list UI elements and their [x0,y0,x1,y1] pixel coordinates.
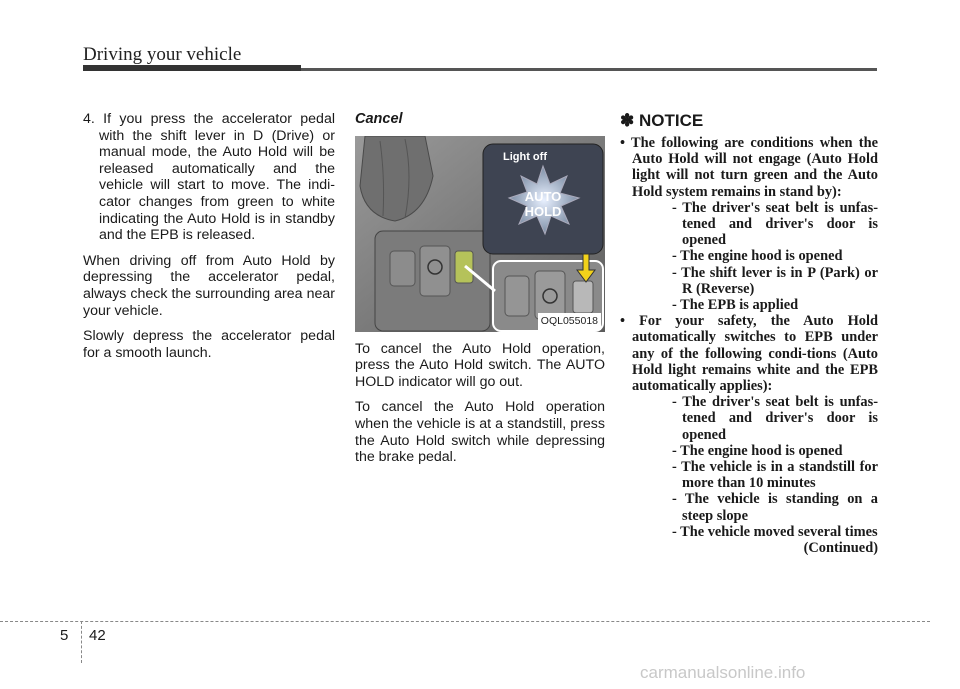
continued-label: (Continued) [803,540,878,557]
notice-title: ✽ NOTICE [620,111,704,130]
notice-bullet-2: • For your safety, the Auto Hold automatically switches to EPB under any of the following condi-tions (Auto Hold light remains white and the EPB automatically applies): [620,313,878,395]
page-header-title: Driving your vehicle [83,44,242,65]
list-item: - The vehicle is standing on a steep slope [672,491,878,524]
figure-code: OQL055018 [538,313,601,330]
list-item: - The EPB is applied [672,297,799,314]
list-item: - The engine hood is opened [672,442,843,459]
column-1 [83,111,335,370]
footer-rule [0,621,930,622]
indicator-text-hold: HOLD [524,203,562,219]
page-number: 42 [89,627,106,644]
section-subtitle-cancel: Cancel [355,111,403,127]
footer-divider [81,621,82,663]
indicator-text-auto: AUTO [524,188,562,204]
list-item: - The engine hood is opened [672,248,843,265]
list-item: - The vehicle moved several times [672,523,878,540]
notice-list-2 [620,394,878,540]
column-2 [355,111,605,475]
list-item: - The driver's seat belt is unfas-tened and driver's door is opened [672,199,878,249]
notice-column [620,111,878,556]
auto-hold-figure [355,136,605,332]
console-illustration [355,136,605,332]
notice-bullet-1: • The following are conditions when the Auto Hold will not engage (Auto Hold light will not turn green and the Auto Hold system remains in stand by): [620,135,878,200]
paragraph-cancel-1: To cancel the Auto Hold operation, press the Auto Hold switch. The AUTO HOLD indicator will go out. [355,340,605,390]
callout-light-off-label: Light off [503,150,547,163]
chapter-number: 5 [60,627,69,644]
paragraph-drive-off: When driving off from Auto Hold by depressing the accelerator pedal, always check the surrounding area near your vehicle. [83,252,335,319]
list-item: - The driver's seat belt is unfas-tened and driver's door is opened [672,394,878,443]
header-accent-bar [83,65,301,71]
paragraph-cancel-2: To cancel the Auto Hold operation when the vehicle is at a standstill, press the Auto Hold switch while depressing the brake pedal. [355,399,605,466]
notice-list-1 [620,200,878,313]
list-item: - The shift lever is in P (Park) or R (Reverse) [672,264,878,297]
step-4-text: 4. If you press the accelerator pedal with the shift lever in D (Drive) or manual mode, the Auto Hold will be released automatically and the vehicle will start to move. The indi-cator changes from green to white indicating the Auto Hold is in standby and the EPB is released. [83,111,335,244]
paragraph-smooth-launch: Slowly depress the accelerator pedal for a smooth launch. [83,328,335,361]
list-item: - The vehicle is in a standstill for more than 10 minutes [672,459,878,492]
watermark: carmanualsonline.info [640,663,806,682]
